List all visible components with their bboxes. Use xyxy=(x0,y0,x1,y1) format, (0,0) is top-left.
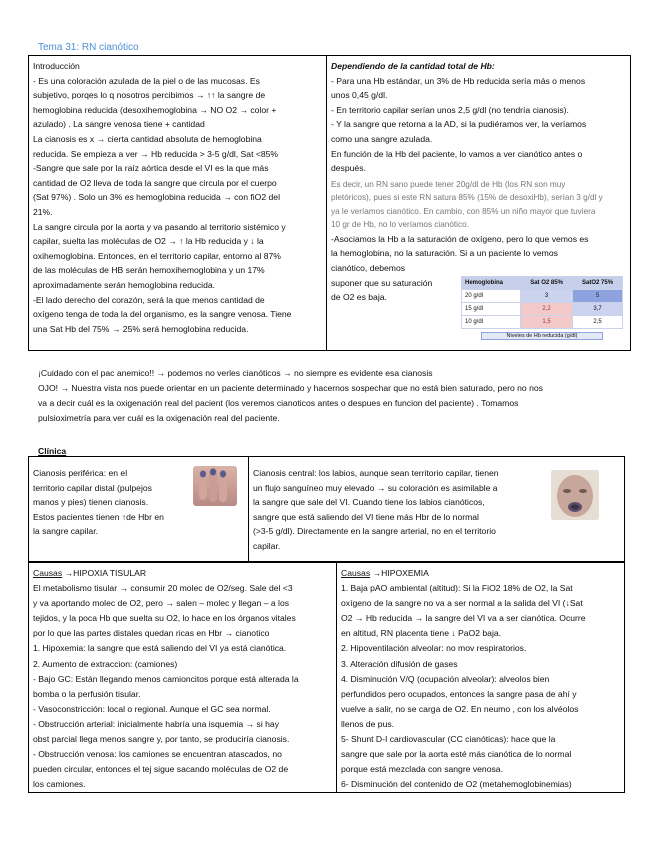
text-line: - Y la sangre que retorna a la AD, si la pudiéramos ver, la veríamos xyxy=(331,119,587,130)
causes-hipoxemia-title: →HIPOXEMIA xyxy=(372,568,429,578)
text-line: manos y pies) tienen cianosis. xyxy=(33,497,149,508)
text-line: 1. Baja pAO ambiental (altitud): Si la FiO2 18% de O2, la Sat xyxy=(341,583,573,594)
text-line: Es decir, un RN sano puede tener 20g/dl de Hb (los RN son muy xyxy=(331,179,566,189)
text-line: - Obstrucción arterial: inicialmente habría una isquemia → si hay xyxy=(33,718,279,729)
hb-table xyxy=(461,276,623,329)
text-line: tejidos, y la poca Hb que suelta su O2, lo hace en los órganos vitales xyxy=(33,613,296,624)
text-line: Cianosis central: los labios, aunque sean territorio capilar, tienen xyxy=(253,468,499,478)
text-line: sangre que está saliendo del VI tiene más Hbr de lo normal xyxy=(253,511,479,522)
causes-hipoxemia-lines xyxy=(341,581,623,792)
intro-left-lines xyxy=(33,74,325,337)
text-line: territorio capilar distal (pulpejos xyxy=(33,482,152,493)
text-line: ¡Cuidado con el pac anemico!! → podemos no verles cianóticos → no siempre es evidente esa cianosis xyxy=(38,368,433,378)
text-line: una Sat Hb del 75% → 25% será hemoglobina reducida. xyxy=(33,323,249,334)
text-line: La cianosis es x → cierta cantidad absoluta de hemoglobina xyxy=(33,133,262,144)
hb-table-header-row xyxy=(462,277,623,290)
text-line: la sangre que sale del VI. Cuando tiene los labios cianóticos, xyxy=(253,497,485,508)
hb-table-cell: 10 g/dl xyxy=(462,316,521,329)
text-line: 2. Aumento de extraccion: (camiones) xyxy=(33,658,178,669)
text-line: pueden circular, entonces el tej sigue sacando moléculas de O2 de xyxy=(33,764,289,775)
text-line: de O2 es baja. xyxy=(331,292,387,303)
text-line: - Bajo GC: Están llegando menos camioncitos porque está alterada la xyxy=(33,673,299,684)
text-line: pulsioximetría para ver cuál es la oxigenación real del paciente. xyxy=(38,413,280,423)
text-line: porque está mezclada con sangre venosa. xyxy=(341,764,503,775)
text-line: la hemoglobina, no la saturación. Si a un paciente lo vemos xyxy=(331,248,558,259)
text-line: 10 gr de Hb, no lo veríamos cianótico. xyxy=(331,220,469,230)
text-line: aproximadamente serán hemoglobina reducida. xyxy=(33,279,216,290)
text-line: oxígeno tenga de toda la del organismo, es la sangre venosa. Tiene xyxy=(33,309,292,320)
fingers-drawing xyxy=(193,466,237,506)
text-line: 4. Disminución V/Q (ocupación alveolar): alveolos bien xyxy=(341,673,550,684)
text-line: cantidad de O2 lleva de toda la sangre que circula por el cuerpo xyxy=(33,177,277,188)
text-line: pletóricos), pues si este RN satura 85% (15% de desoxiHb), serían 3 g/dl y xyxy=(331,193,603,203)
text-line: reducida. Se empieza a ver → Hb reducida > 3-5 g/dl, Sat <85% xyxy=(33,148,279,159)
hb-table-cell: 3 xyxy=(521,290,573,303)
text-line: (Sat 97%) . Solo un 3% es hemoglobina reducida → con fiO2 del xyxy=(33,192,280,203)
text-line: como una sangre azulada. xyxy=(331,133,433,144)
page-title: Tema 31: RN cianótico xyxy=(38,42,139,53)
text-line: - Obstrucción venosa: los camiones se encuentran atascados, no xyxy=(33,749,282,760)
hb-table-header: Sat O2 85% xyxy=(521,277,573,290)
hb-table-header: Hemoglobina xyxy=(462,277,521,290)
text-line: sangre que sale por la aorta esté más cianótica de lo normal xyxy=(341,749,572,760)
hb-table-cell: 2,2 xyxy=(521,303,573,316)
text-line: - En territorio capilar serían unos 2,5 g/dl (no tendría cianosis). xyxy=(331,104,569,115)
causes-label: Causas xyxy=(341,568,371,578)
text-line: ya le veríamos cianótico. En cambio, con 85% un niño mayor que tuviera xyxy=(331,206,596,216)
intro-heading: Introducción xyxy=(33,61,80,71)
text-line: En función de la Hb del paciente, lo vamos a ver cianótico antes o xyxy=(331,148,583,159)
text-line: 5- Shunt D-I cardiovascular (CC cianóticas): hace que la xyxy=(341,734,556,745)
text-line: (>3-5 g/dl). Directamente en la sangre arterial, no en el territorio xyxy=(253,526,496,537)
text-line: bomba o la perfusión tisular. xyxy=(33,688,141,699)
causes-hipoxia-title: →HIPOXIA TISULAR xyxy=(64,568,147,578)
hb-table-cell: 20 g/dl xyxy=(462,290,521,303)
text-line: -Sangre que sale por la raíz aórtica desde el VI es la que más xyxy=(33,163,269,174)
hb-table-cell: 5 xyxy=(573,290,623,303)
text-line: unos 0,45 g/dl. xyxy=(331,90,388,101)
text-line: llenos de pus. xyxy=(341,718,395,729)
text-line: -Asociamos la Hb a la saturación de oxígeno, pero lo que vemos es xyxy=(331,233,589,244)
causes-hipoxia-column xyxy=(33,566,333,792)
text-line: los camiones. xyxy=(33,779,86,790)
text-line: 3. Alteración difusión de gases xyxy=(341,658,458,669)
text-line: suponer que su saturación xyxy=(331,277,433,288)
intro-right-column xyxy=(331,59,629,305)
hb-table-figure xyxy=(461,276,623,340)
text-line: vuelve a salir, no se carga de O2. En neumo , con los alvéolos xyxy=(341,703,579,714)
hb-table-cell: 1,5 xyxy=(521,316,573,329)
clinica-divider xyxy=(248,456,249,562)
text-line: en altitud, RN placenta tiene ↓ PaO2 baja. xyxy=(341,628,502,639)
text-line: subjetivo, porqes lo q nosotros percibimos → ↑↑ la sangre de xyxy=(33,90,266,101)
text-line: hemoglobina reducida (desoxihemoglobina → NO O2 → color + xyxy=(33,104,277,115)
causes-label: Causas xyxy=(33,568,63,578)
hb-table-cell: 3,7 xyxy=(573,303,623,316)
text-line: perfundidos pero ocupados, entonces la sangre pasa de ahí y xyxy=(341,688,577,699)
hb-table-cell: 15 g/dl xyxy=(462,303,521,316)
text-line: después. xyxy=(331,163,366,174)
text-line: - Para una Hb estándar, un 3% de Hb reducida sería más o menos xyxy=(331,75,586,86)
clinica-heading: Clínica xyxy=(38,446,67,456)
intro-left-column xyxy=(33,59,325,336)
text-line: oxihemoglobina. Entonces, en el territorio capilar, entorno al 87% xyxy=(33,250,281,261)
warning-notes xyxy=(38,366,628,426)
text-line: Cianosis periférica: en el xyxy=(33,468,128,478)
text-line: La sangre circula por la aorta y va pasando al territorio sistémico y xyxy=(33,221,286,232)
text-line: oxígeno de la sangre no va a ser normal a la salida del VI (↓Sat xyxy=(341,598,583,609)
text-line: capilar. xyxy=(253,540,281,551)
text-line: O2 → Hb reducida → la sangre del VI va a ser cianótica. Ocurre xyxy=(341,613,586,624)
hb-table-header: SatO2 75% xyxy=(573,277,623,290)
central-cyanosis-text xyxy=(253,466,549,554)
cyanotic-baby-image xyxy=(551,470,599,520)
causes-hipoxemia-heading xyxy=(341,566,623,581)
text-line: un flujo sanguíneo muy elevado → su coloración es asimilable a xyxy=(253,482,498,493)
intro-divider xyxy=(326,55,327,351)
hb-table-row xyxy=(462,303,623,316)
text-line: 21%. xyxy=(33,206,53,217)
hb-heading: Dependiendo de la cantidad total de Hb: xyxy=(331,61,495,71)
hb-table-row xyxy=(462,316,623,329)
peripheral-cyanosis-text xyxy=(33,466,191,539)
text-line: de las moléculas de HB serán hemoxihemoglobina y un 17% xyxy=(33,265,265,276)
causes-divider xyxy=(336,562,337,793)
hb-table-row xyxy=(462,290,623,303)
text-line: obst parcial llega menos sangre y, por tanto, se produciría cianosis. xyxy=(33,734,290,745)
text-line: El metabolismo tisular → consumir 20 molec de O2/seg. Sale del <3 xyxy=(33,583,293,594)
causes-hipoxia-heading xyxy=(33,566,333,581)
text-line: la sangre capilar. xyxy=(33,526,98,537)
text-line: - Es una coloración azulada de la piel o de las mucosas. Es xyxy=(33,75,260,86)
hb-gray-note xyxy=(331,178,629,232)
hb-table-caption: Niveles de Hb reducida (g/dl) xyxy=(481,332,603,340)
text-line: cianótico, debemos xyxy=(331,262,406,273)
text-line: azulado) . La sangre venosa tiene + cantidad xyxy=(33,119,205,130)
text-line: 1. Hipoxemia: la sangre que está saliendo del VI ya está cianótica. xyxy=(33,643,287,654)
text-line: va a decir cuál es la oxigenación real del pacient (los veremos cianoticos antes o despues en funcion del paciente) . Tomamos xyxy=(38,398,519,408)
causes-hipoxemia-column xyxy=(341,566,623,792)
text-line: -El lado derecho del corazón, será la que menos cantidad de xyxy=(33,294,265,305)
hb-table-cell: 2,5 xyxy=(573,316,623,329)
text-line: por lo que las partes distales quedan ricas en Hbr → cianotico xyxy=(33,628,270,639)
text-line: Estos pacientes tienen ↑de Hbr en xyxy=(33,511,164,522)
text-line: - Vasoconstricción: local o regional. Aunque el GC sea normal. xyxy=(33,703,271,714)
hb-lines-a xyxy=(331,74,629,176)
causes-hipoxia-lines xyxy=(33,581,333,792)
text-line: y va aportando molec de O2, pero → salen – molec y llegan – a los xyxy=(33,598,290,609)
text-line: 6- Disminución del contenido de O2 (metahemoglobinemias) xyxy=(341,779,572,790)
cyanotic-fingers-image xyxy=(193,466,237,506)
text-line: 2. Hipoventilación alveolar: no mov respiratorios. xyxy=(341,643,527,654)
text-line: OJO! → Nuestra vista nos puede orientar en un paciente determinado y hacernos sospechar que no está bien saturado, pero no nos xyxy=(38,383,543,393)
text-line: capilar, suelta las moléculas de O2 → ↑ la Hb reducida y ↓ la xyxy=(33,236,264,247)
baby-face-drawing xyxy=(551,470,599,520)
